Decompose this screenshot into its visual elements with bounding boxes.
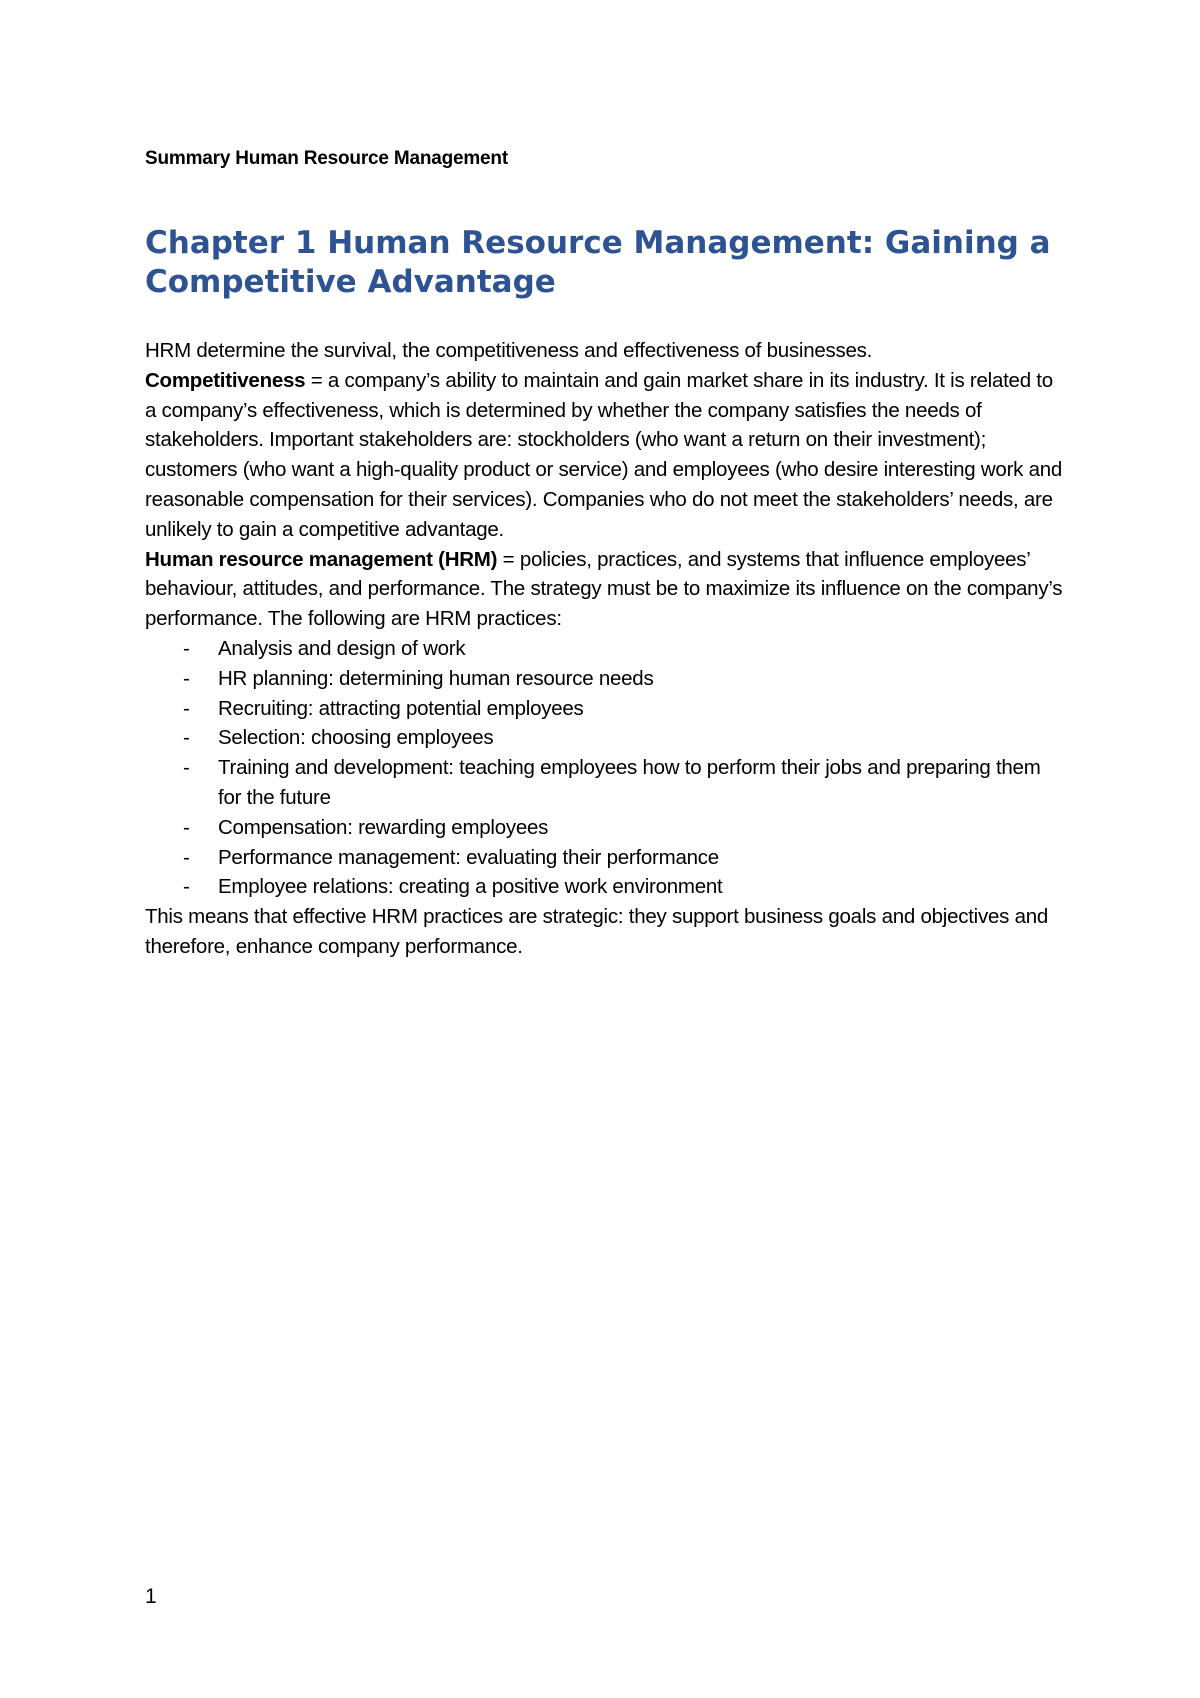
list-bullet: - [183,756,190,780]
document-body [145,336,1065,962]
list-item [145,694,1065,724]
list-bullet: - [183,696,190,720]
chapter-title: Chapter 1 Human Resource Management: Gaining a Competitive Advantage [145,225,1051,300]
list-bullet: - [183,845,190,869]
list-item-text: Analysis and design of work [218,636,466,660]
list-item-text: Recruiting: attracting potential employees [218,696,584,720]
list-item-text: Performance management: evaluating their performance [218,845,719,869]
list-item [145,872,1065,902]
competitiveness-definition: = a company’s ability to maintain and gain market share in its industry. It is related to a company’s effectiveness, which is determined by whether the company satisfies the needs of stakeholders. Important stakeholders are: stockholders (who want a return on their investment); customers (who want a high-quality product or service) and employees (who desire interesting work and reasonable compensation for their services). Companies who do not meet the stakeholders’ needs, are unlikely to gain a competitive advantage. [145,368,1063,541]
competitiveness-term: Competitiveness [145,368,306,392]
hrm-practices-list [145,634,1065,902]
hrm-term: Human resource management (HRM) [145,547,498,571]
list-item-text: Selection: choosing employees [218,726,494,750]
list-bullet: - [183,666,190,690]
hrm-paragraph [145,545,1065,634]
list-bullet: - [183,726,190,750]
intro-paragraph: HRM determine the survival, the competitiveness and effectiveness of businesses. [145,339,873,362]
list-item-text: Training and development: teaching employees how to perform their jobs and preparing them for the future [218,756,1041,809]
list-item [145,843,1065,873]
hrm-definition: = policies, practices, and systems that influence employees’ behaviour, attitudes, and performance. The strategy must be to maximize its influence on the company’s performance. The following are HRM practices: [145,547,1063,631]
conclusion-paragraph: This means that effective HRM practices are strategic: they support business goals and objectives and therefore, enhance company performance. [145,905,1049,958]
list-item [145,723,1065,753]
competitiveness-paragraph [145,366,1065,545]
list-bullet: - [183,815,190,839]
page-number: 1 [145,1585,157,1608]
list-item-text: HR planning: determining human resource needs [218,666,654,690]
document-header: Summary Human Resource Management [145,148,508,169]
list-bullet: - [183,636,190,660]
list-item-text: Compensation: rewarding employees [218,815,549,839]
list-item [145,634,1065,664]
list-bullet: - [183,875,190,899]
list-item [145,813,1065,843]
list-item [145,753,1065,813]
list-item-text: Employee relations: creating a positive work environment [218,875,723,899]
list-item [145,664,1065,694]
